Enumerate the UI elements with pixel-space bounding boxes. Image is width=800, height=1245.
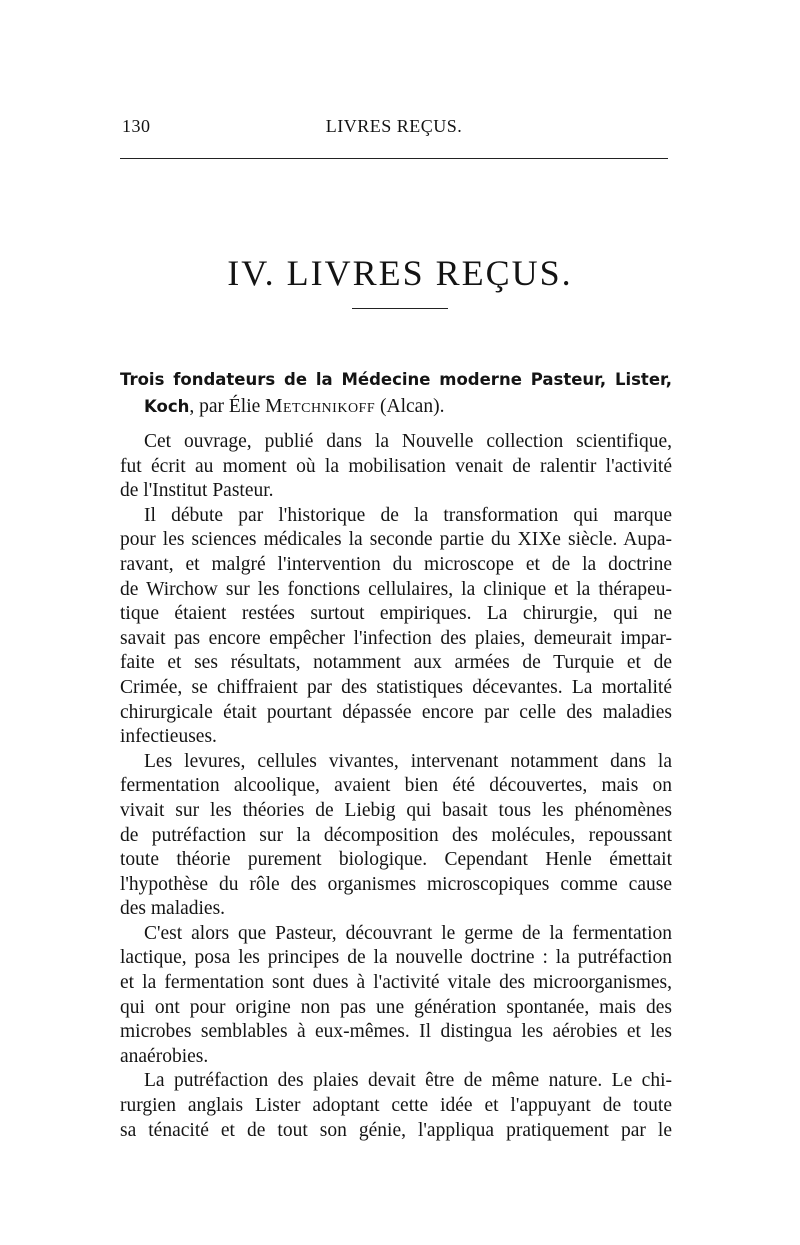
publisher: (Alcan). xyxy=(375,396,445,417)
title-divider xyxy=(352,308,448,309)
by-text: , par Élie xyxy=(189,396,266,417)
text-line: de Wirchow sur les fonctions cellulaires, la clinique et la thérapeu- xyxy=(120,578,672,600)
text-line: pour les sciences médicales la seconde partie du XIXe siècle. Aupa- xyxy=(120,529,672,551)
text-line: Les levures, cellules vivantes, intervenant notamment dans la xyxy=(144,750,672,772)
text-line: microbes semblables à eux-mêmes. Il distingua les aérobies et les xyxy=(120,1021,672,1043)
running-head: LIVRES REÇUS. xyxy=(325,116,463,136)
paragraph-2 xyxy=(120,504,672,750)
book-title-koch: Koch xyxy=(144,397,190,416)
paragraph-1 xyxy=(120,430,672,504)
review-body xyxy=(120,430,672,1143)
text-line: infectieuses. xyxy=(120,726,217,748)
paragraph-5 xyxy=(120,1069,672,1143)
text-line: ravant, et malgré l'intervention du microscope et de la doctrine xyxy=(120,553,672,575)
text-line: Cet ouvrage, publié dans la Nouvelle collection scientifique, xyxy=(144,431,672,452)
text-line: Il débute par l'historique de la transformation qui marque xyxy=(144,504,672,526)
page-header xyxy=(120,112,668,142)
text-line: de l'Institut Pasteur. xyxy=(120,480,274,502)
text-line: La putréfaction des plaies devait être de même nature. Le chi- xyxy=(144,1070,672,1092)
text-line: qui ont pour origine non pas une génération spontanée, mais des xyxy=(120,996,672,1018)
text-line: anaérobies. xyxy=(120,1045,209,1067)
text-line: savait pas encore empêcher l'infection des plaies, demeurait impar- xyxy=(120,627,672,649)
text-line: Crimée, se chiffraient par des statistiques décevantes. La mortalité xyxy=(120,676,672,698)
book-title-line-2 xyxy=(120,393,672,420)
header-rule xyxy=(120,158,668,159)
text-line: toute théorie purement biologique. Cependant Henle émettait xyxy=(120,849,672,871)
text-line: l'hypothèse du rôle des organismes microscopiques comme cause xyxy=(120,873,672,895)
text-line: fermentation alcoolique, avaient bien été découvertes, mais on xyxy=(120,775,672,797)
text-line: et la fermentation sont dues à l'activité vitale des microorganismes, xyxy=(120,972,672,994)
paragraph-3 xyxy=(120,750,672,922)
text-line: tique étaient restées surtout empiriques. La chirurgie, qui ne xyxy=(120,603,672,625)
text-line: C'est alors que Pasteur, découvrant le germe de la fermentation xyxy=(144,922,672,944)
text-line: de putréfaction sur la décomposition des molécules, repoussant xyxy=(120,824,672,846)
text-line: sa ténacité et de tout son génie, l'appliqua pratiquement par le xyxy=(120,1119,672,1141)
section-title: IV. LIVRES REÇUS. xyxy=(227,253,573,294)
page-number: 130 xyxy=(122,116,151,136)
text-line: faite et ses résultats, notamment aux armées de Turquie et de xyxy=(120,652,672,674)
text-line: vivait sur les théories de Liebig qui basait tous les phénomènes xyxy=(120,799,672,821)
author-name: Metchnikoff xyxy=(265,396,376,417)
text-line: lactique, posa les principes de la nouvelle doctrine : la putréfaction xyxy=(120,947,672,969)
text-line: fut écrit au moment où la mobilisation venait de ralentir l'activité xyxy=(120,455,672,477)
text-line: rurgien anglais Lister adoptant cette idée et l'appuyant de toute xyxy=(120,1095,672,1117)
text-line: chirurgicale était pourtant dépassée encore par celle des maladies xyxy=(120,701,672,723)
book-entry-heading xyxy=(120,366,672,420)
text-line: des maladies. xyxy=(120,898,226,920)
paragraph-4 xyxy=(120,922,672,1070)
book-title-line-1: Trois fondateurs de la Médecine moderne Pasteur, Lister, xyxy=(120,370,672,389)
